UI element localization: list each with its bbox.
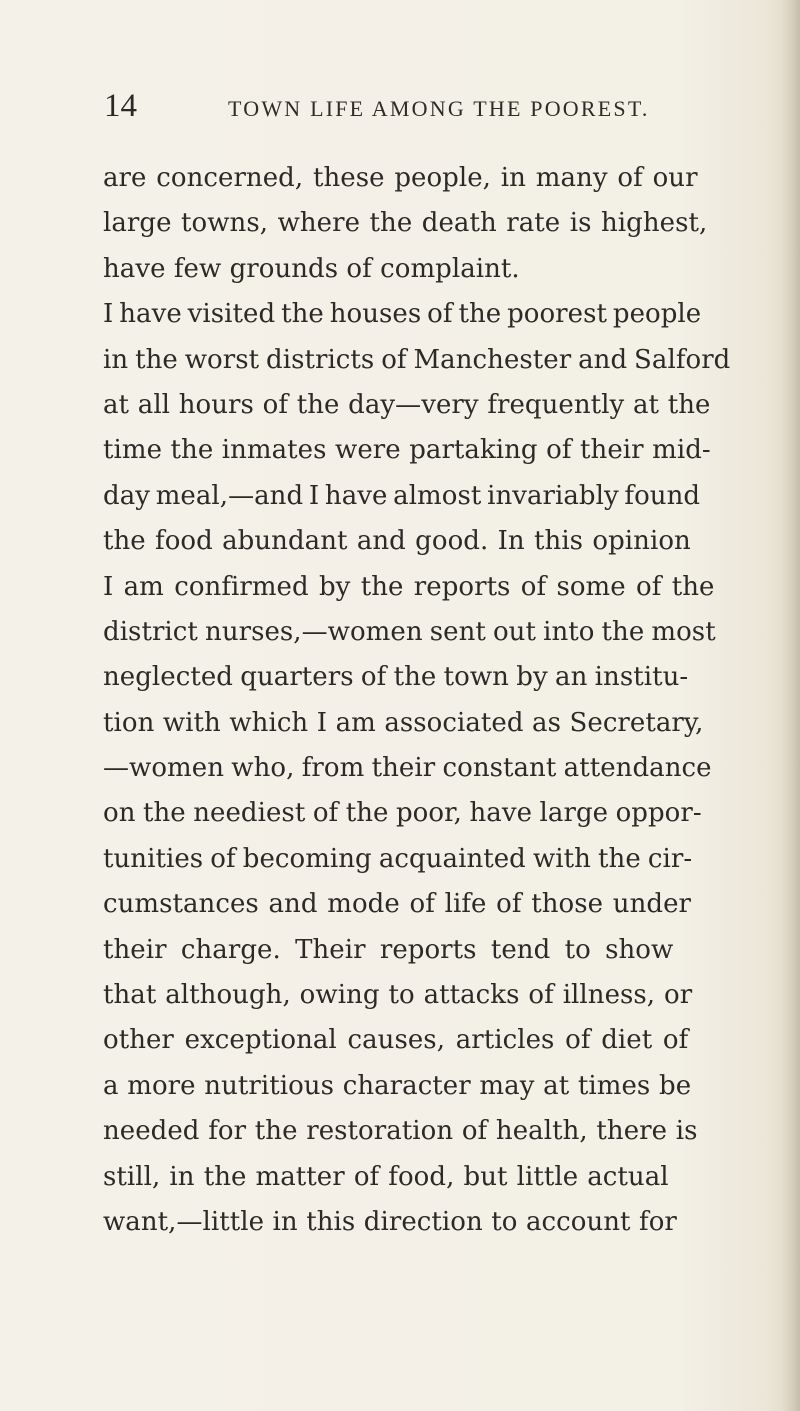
text-line: want,—little in this direction to account for xyxy=(103,1206,677,1237)
text-line: are concerned, these people, in many of our xyxy=(103,163,698,193)
text-line: district nurses,—women sent out into the most xyxy=(103,616,716,647)
text-line: needed for the restoration of health, there is xyxy=(103,1116,698,1147)
text-line: their charge. Their reports tend to show xyxy=(103,934,674,965)
text-line: in the worst districts of Manchester and Salford xyxy=(103,344,731,375)
text-line: a more nutritious character may at times be xyxy=(103,1070,692,1101)
text-line: the food abundant and good. In this opinion xyxy=(103,526,691,557)
body-text xyxy=(103,156,743,1245)
running-head: TOWN LIFE AMONG THE POOREST. xyxy=(228,96,650,121)
text-line: have few grounds of complaint. xyxy=(103,253,520,284)
page-header xyxy=(104,86,724,136)
text-line: time the inmates were partaking of their mid- xyxy=(103,435,711,466)
text-line: I have visited the houses of the poorest people xyxy=(103,299,702,330)
page-number: 14 xyxy=(104,88,137,124)
text-line: that although, owing to attacks of illness, or xyxy=(103,980,693,1011)
text-line: still, in the matter of food, but little actual xyxy=(103,1161,669,1192)
text-line: tunities of becoming acquainted with the cir- xyxy=(103,843,693,874)
page-edge-shadow xyxy=(782,0,800,1411)
text-line: cumstances and mode of life of those under xyxy=(103,889,691,920)
text-line: on the neediest of the poor, have large oppor- xyxy=(103,798,702,829)
text-line: neglected quarters of the town by an institu- xyxy=(103,662,689,693)
text-line: I am confirmed by the reports of some of the xyxy=(103,571,715,602)
text-line: at all hours of the day—very frequently at the xyxy=(103,389,711,420)
text-line: day meal,—and I have almost invariably found xyxy=(103,480,701,511)
text-line: —women who, from their constant attendance xyxy=(103,753,712,784)
text-line: tion with which I am associated as Secretary, xyxy=(103,707,704,738)
text-line: other exceptional causes, articles of diet of xyxy=(103,1025,689,1056)
text-line: large towns, where the death rate is highest, xyxy=(103,208,708,239)
